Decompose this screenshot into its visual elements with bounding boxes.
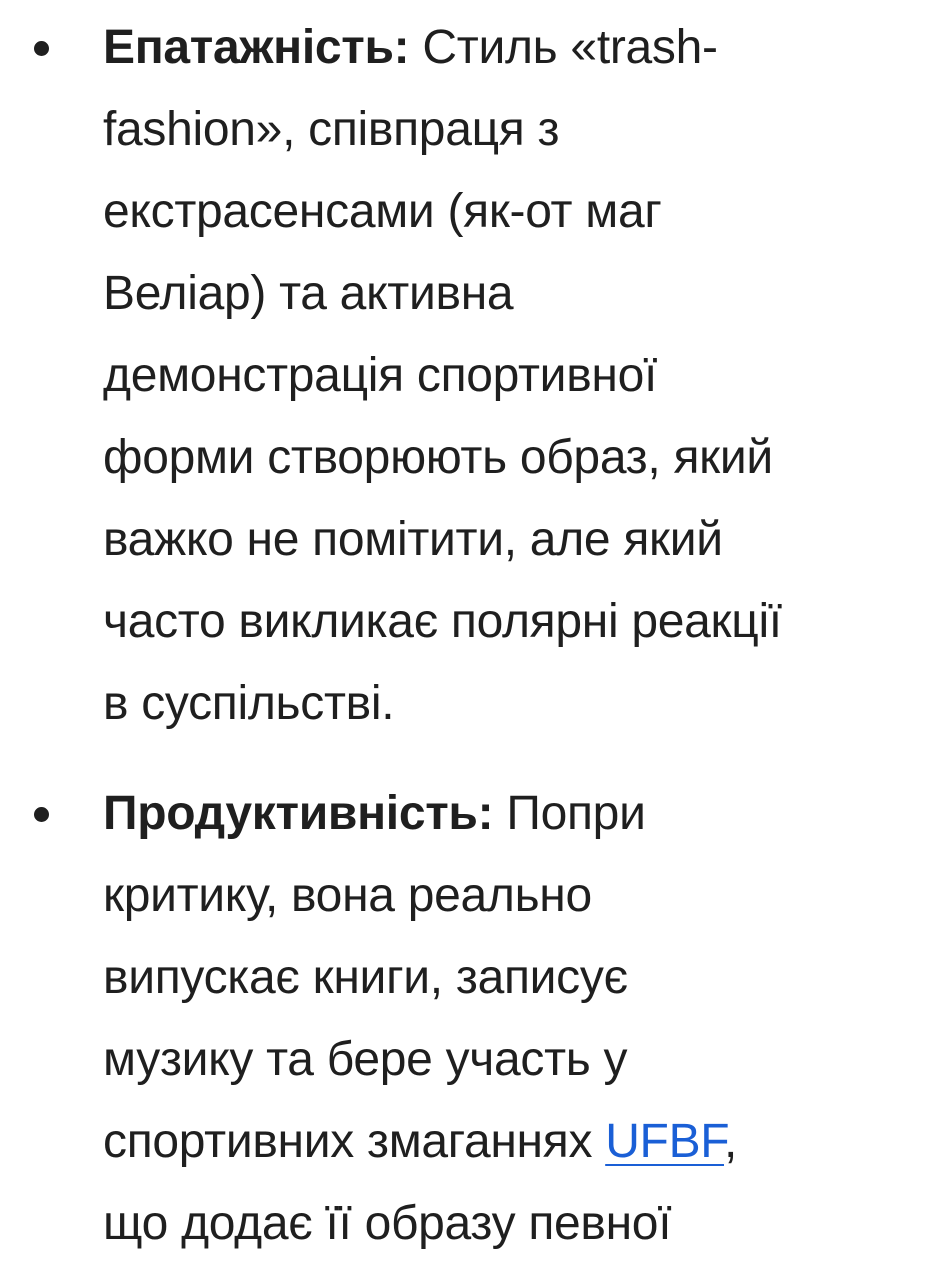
text-segment: Стиль «trash- xyxy=(409,21,718,74)
text-line: демонстрація спортивної xyxy=(103,349,658,402)
text-line xyxy=(103,1101,905,1183)
text-line: важко не помітити, але який xyxy=(103,513,723,566)
term-heading: Продуктивність: xyxy=(103,787,494,840)
text-line xyxy=(103,773,905,855)
bullet-icon xyxy=(34,807,49,822)
ufbf-link[interactable]: UFBF xyxy=(605,1115,724,1168)
text-line: критику, вона реально xyxy=(103,869,592,922)
text-line: музику та бере участь у xyxy=(103,1033,628,1086)
text-segment: спортивних змаганнях xyxy=(103,1115,606,1168)
text-line: часто викликає полярні реакції xyxy=(103,595,782,648)
text-line: в суспільстві. xyxy=(103,677,395,730)
text-segment: , xyxy=(724,1115,738,1168)
text-segment: Попри xyxy=(493,787,646,840)
text-line: що додає її образу певної xyxy=(103,1197,672,1250)
text-line: екстрасенсами (як-от маг xyxy=(103,185,662,238)
list-item xyxy=(0,773,925,1265)
text-line xyxy=(103,7,905,89)
text-line: форми створюють образ, який xyxy=(103,431,773,484)
bullet-icon xyxy=(34,41,49,56)
text-line: випускає книги, записує xyxy=(103,951,628,1004)
text-line: fashion», співпраця з xyxy=(103,103,560,156)
term-heading: Епатажність: xyxy=(103,21,410,74)
text-line: Веліар) та активна xyxy=(103,267,514,320)
